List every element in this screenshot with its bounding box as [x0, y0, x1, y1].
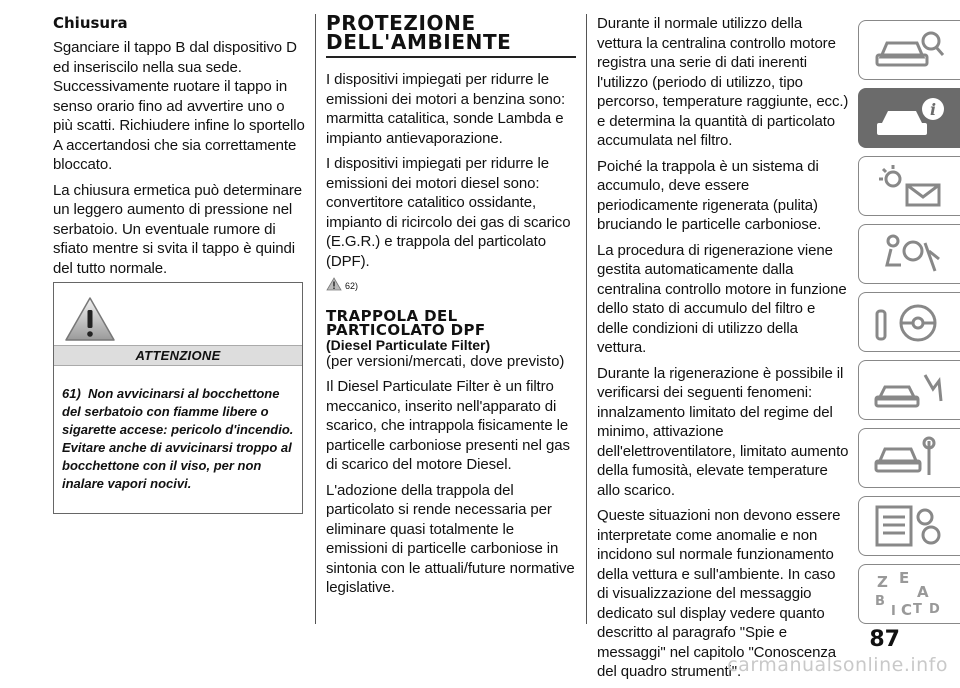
section-heading-protezione	[326, 11, 576, 54]
small-warning-icon	[326, 277, 342, 291]
tab-car-service[interactable]	[858, 428, 960, 488]
car-service-icon	[873, 435, 945, 481]
car-crash-icon	[873, 367, 945, 413]
section-heading-dpf	[326, 309, 576, 337]
warning-reference	[326, 277, 576, 291]
section-heading-chiusura: Chiusura	[53, 14, 128, 32]
reference-number: 62)	[345, 281, 359, 291]
paragraph: Il Diesel Particulate Filter è un filtro meccanico, inserito nell'apparato di scarico, che intrappola fisicamente le particelle carboniose presenti nel gas di scarico del motore Diesel.	[326, 378, 570, 473]
warning-box	[53, 282, 303, 514]
svg-text:B: B	[875, 594, 885, 609]
paragraph: La chiusura ermetica può determinare un leggero aumento di pressione nel serbatoio. Un eventuale rumore di sfiato mentre si svita il tappo è quindi del tutto normale.	[53, 181, 303, 277]
warning-triangle-icon	[64, 295, 116, 343]
left-column	[53, 14, 305, 284]
heading-line: TRAPPOLA DEL	[326, 307, 458, 325]
tab-car-crash[interactable]	[858, 360, 960, 420]
paragraph: Durante la rigenerazione è possibile il verificarsi dei seguenti fenomeni: innalzamento limitato del regime del minimo, attivazione dell'elettroventilatore, limitato aumento della fumosità, elevate temperature allo scarico.	[597, 364, 849, 499]
tab-alphabet-index[interactable]	[858, 564, 960, 624]
svg-text:A: A	[917, 583, 929, 601]
tab-car-search[interactable]	[858, 20, 960, 80]
svg-text:I: I	[891, 604, 896, 617]
footer-watermark: carmanualsonline.info	[727, 654, 948, 676]
paragraph: Sganciare il tappo B dal dispositivo D ed inseriscilo nella sua sede. Successivamente ruotare il tappo in senso orario fino ad avvertire uno o più scatti. Richiudere infine lo sportello A accertandosi che sia correttamente bloccato.	[53, 39, 305, 173]
paragraph: Queste situazioni non devono essere interpretate come anomalie e non incidono sul normale funzionamento della vettura e sull'ambiente. In caso di visualizzazione del messaggio dedicato sul display vedere quanto descritto al paragrafo "Spie e messaggi" nel capitolo "Conoscenza del quadro strumenti".	[597, 507, 841, 680]
svg-text:C: C	[901, 601, 913, 617]
alphabet-index-icon	[873, 571, 945, 617]
paragraph: I dispositivi impiegati per ridurre le emissioni dei motori a benzina sono: marmitta catalitica, sonde Lambda e impianto antievaporazione.	[326, 71, 566, 147]
paragraph: I dispositivi impiegati per ridurre le emissioni dei motori diesel sono: convertitore catalitico ossidante, impianto di ricircolo dei gas di scarico (E.G.R.) e trappola del particolato (DPF).	[326, 155, 571, 270]
middle-column	[326, 11, 576, 604]
tab-key-steering[interactable]	[858, 292, 960, 352]
heading-rule	[326, 56, 576, 58]
svg-text:T: T	[913, 602, 922, 617]
column-divider	[315, 14, 316, 624]
key-steering-icon	[873, 299, 945, 345]
heading-line: PARTICOLATO DPF	[326, 321, 486, 339]
warning-number: 61)	[62, 386, 81, 401]
paragraph: La procedura di rigenerazione viene gestita automaticamente dalla centralina controllo motore in funzione dello stato di accumulo del filtro e delle condizioni di utilizzo della vettura.	[597, 241, 847, 356]
tab-warning-lights[interactable]	[858, 156, 960, 216]
tab-airbag-seat[interactable]	[858, 224, 960, 284]
tab-specs[interactable]	[858, 496, 960, 556]
page-number: 87	[869, 627, 900, 652]
heading-line: PROTEZIONE	[326, 11, 476, 35]
warning-body: Non avvicinarsi al bocchettone del serbatoio con fiamme libere o sigarette accese: pericolo d'incendio. Evitare anche di avvicinarsi troppo al bocchettone con il viso, per non inalare vapori nocivi.	[62, 386, 294, 491]
warning-lights-icon	[873, 163, 945, 209]
airbag-seat-icon	[873, 231, 945, 277]
tab-car-info[interactable]	[858, 88, 960, 148]
paragraph: L'adozione della trappola del particolato si rende necessaria per eliminare quasi totalmente le emissioni di particelle carboniose in sintonia con le attuali/future normative legislative.	[326, 481, 575, 596]
svg-text:i: i	[930, 100, 937, 119]
column-divider	[586, 14, 587, 624]
svg-text:Z: Z	[877, 573, 888, 591]
dpf-subtitle: (Diesel Particulate Filter)	[326, 337, 491, 353]
warning-title: ATTENZIONE	[54, 345, 302, 366]
car-search-icon	[873, 27, 945, 73]
paragraph: Durante il normale utilizzo della vettura la centralina controllo motore registra una serie di dati inerenti l'utilizzo (periodo di utilizzo, tipo percorso, temperature raggiunte, ecc.) e determina la quantità di particolato accumulata nel filtro.	[597, 15, 849, 149]
car-info-icon	[873, 95, 945, 141]
dpf-availability: (per versioni/mercati, dove previsto)	[326, 353, 565, 370]
warning-text	[62, 385, 294, 493]
svg-text:D: D	[929, 602, 940, 617]
svg-text:E: E	[899, 571, 910, 587]
paragraph: Poiché la trappola è un sistema di accumulo, deve essere periodicamente rigenerata (pulita) bruciando le particelle carboniose.	[597, 157, 822, 233]
heading-line: DELL'AMBIENTE	[326, 30, 512, 54]
right-column	[597, 14, 849, 688]
specs-gears-icon	[873, 503, 945, 549]
